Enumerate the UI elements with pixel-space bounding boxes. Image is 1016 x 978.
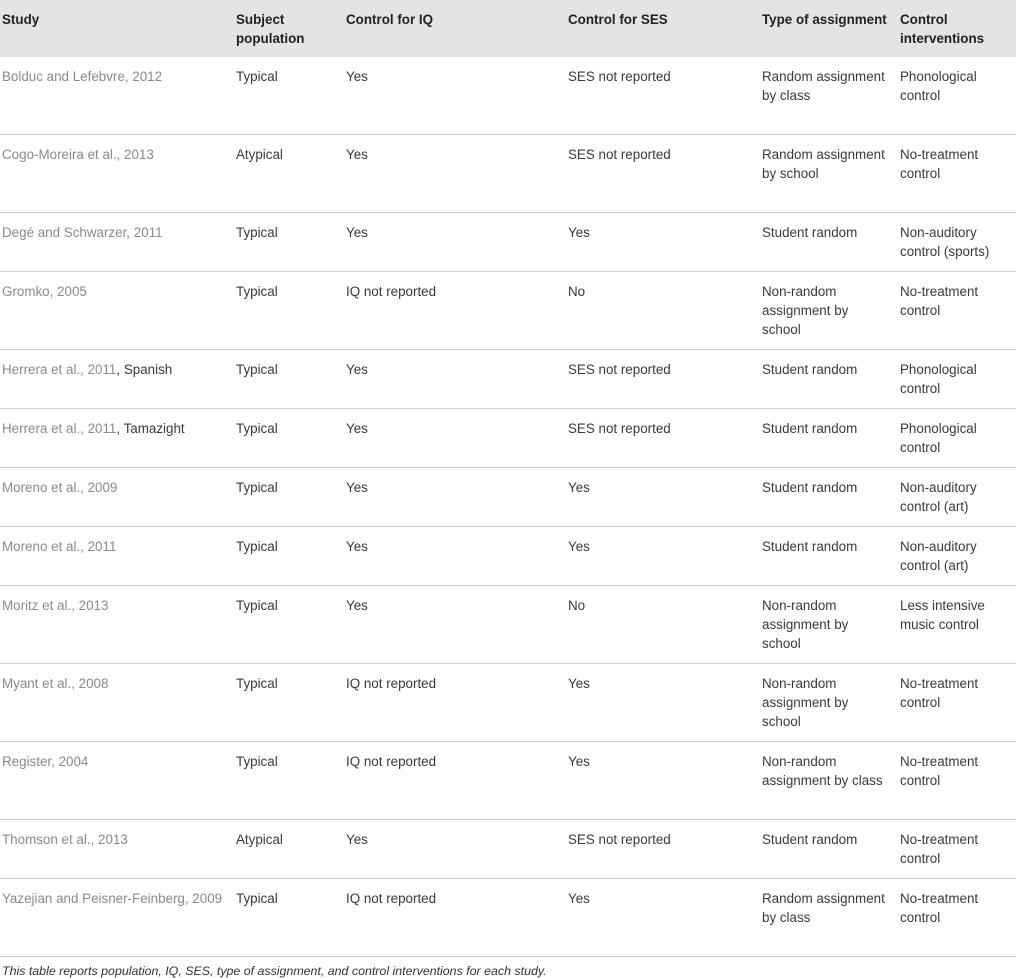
ses-cell: Yes [562,664,756,742]
assignment-cell: Non-random assignment by school [756,664,894,742]
iq-cell: IQ not reported [340,742,562,820]
study-link[interactable]: Myant et al., 2008 [2,676,109,691]
control-cell: No-treatment control [894,879,1016,957]
table-row [0,350,1016,409]
header-subject-population: Subject population [236,12,305,46]
assignment-cell: Student random [756,350,894,409]
iq-cell: Yes [340,57,562,135]
ses-cell: No [562,586,756,664]
ses-cell: SES not reported [562,135,756,213]
study-link[interactable]: Cogo-Moreira et al., 2013 [2,147,154,162]
population-cell: Typical [230,409,340,468]
control-cell: No-treatment control [894,664,1016,742]
study-link[interactable]: Herrera et al., 2011 [2,362,117,377]
study-cell [0,272,230,350]
study-link[interactable]: Bolduc and Lefebvre, 2012 [2,69,163,84]
iq-cell: IQ not reported [340,664,562,742]
assignment-cell: Random assignment by class [756,879,894,957]
study-link[interactable]: Yazejian and Peisner-Feinberg, 2009 [2,891,223,906]
study-cell [0,57,230,135]
population-cell: Typical [230,527,340,586]
ses-cell: Yes [562,468,756,527]
study-cell [0,213,230,272]
control-cell: Phonological control [894,350,1016,409]
study-suffix: , Tamazight [116,421,185,436]
study-link[interactable]: Thomson et al., 2013 [2,832,128,847]
ses-cell: SES not reported [562,820,756,879]
population-cell: Typical [230,57,340,135]
table-row [0,879,1016,957]
assignment-cell: Non-random assignment by school [756,586,894,664]
population-cell: Typical [230,213,340,272]
assignment-cell: Student random [756,409,894,468]
iq-cell: IQ not reported [340,879,562,957]
header-study: Study [2,12,40,27]
iq-cell: Yes [340,213,562,272]
assignment-cell: Non-random assignment by class [756,742,894,820]
header-type-of-assignment: Type of assignment [762,12,887,27]
population-cell: Typical [230,664,340,742]
ses-cell: SES not reported [562,57,756,135]
study-link[interactable]: Herrera et al., 2011 [2,421,117,436]
study-cell [0,879,230,957]
population-cell: Typical [230,879,340,957]
study-cell [0,409,230,468]
population-cell: Typical [230,350,340,409]
assignment-cell: Student random [756,820,894,879]
assignment-cell: Student random [756,468,894,527]
population-cell: Typical [230,586,340,664]
table-body [0,57,1016,957]
table-row [0,468,1016,527]
study-link[interactable]: Moreno et al., 2009 [2,480,118,495]
control-cell: No-treatment control [894,820,1016,879]
iq-cell: Yes [340,135,562,213]
study-cell [0,820,230,879]
assignment-cell: Student random [756,527,894,586]
population-cell: Typical [230,272,340,350]
study-link[interactable]: Moreno et al., 2011 [2,539,117,554]
study-cell [0,527,230,586]
control-cell: No-treatment control [894,272,1016,350]
table-row [0,820,1016,879]
study-cell [0,664,230,742]
study-link[interactable]: Degé and Schwarzer, 2011 [2,225,163,240]
assignment-cell: Random assignment by class [756,57,894,135]
iq-cell: Yes [340,820,562,879]
table-row [0,527,1016,586]
ses-cell: Yes [562,213,756,272]
table-row [0,272,1016,350]
control-cell: Non-auditory control (art) [894,468,1016,527]
population-cell: Atypical [230,135,340,213]
ses-cell: SES not reported [562,409,756,468]
table-row [0,409,1016,468]
table-row [0,213,1016,272]
iq-cell: IQ not reported [340,272,562,350]
ses-cell: Yes [562,742,756,820]
header-control-interventions: Control interventions [900,12,985,46]
control-cell: No-treatment control [894,742,1016,820]
iq-cell: Yes [340,468,562,527]
iq-cell: Yes [340,350,562,409]
table-row [0,586,1016,664]
table-row [0,664,1016,742]
study-cell [0,742,230,820]
assignment-cell: Non-random assignment by school [756,272,894,350]
study-link[interactable]: Gromko, 2005 [2,284,87,299]
control-cell: No-treatment control [894,135,1016,213]
population-cell: Typical [230,468,340,527]
table-row [0,135,1016,213]
ses-cell: No [562,272,756,350]
ses-cell: Yes [562,527,756,586]
iq-cell: Yes [340,527,562,586]
population-cell: Atypical [230,820,340,879]
study-cell [0,350,230,409]
study-link[interactable]: Register, 2004 [2,754,89,769]
table-row [0,57,1016,135]
table-caption: This table reports population, IQ, SES, type of assignment, and control interventions for each study. [2,964,547,978]
iq-cell: Yes [340,409,562,468]
study-cell [0,135,230,213]
iq-cell: Yes [340,586,562,664]
table-row [0,742,1016,820]
control-cell: Less intensive music control [894,586,1016,664]
ses-cell: SES not reported [562,350,756,409]
study-link[interactable]: Moritz et al., 2013 [2,598,109,613]
assignment-cell: Student random [756,213,894,272]
control-cell: Non-auditory control (art) [894,527,1016,586]
ses-cell: Yes [562,879,756,957]
study-suffix: , Spanish [116,362,173,377]
table-header [0,0,1016,57]
header-row [0,0,1016,57]
control-cell: Phonological control [894,57,1016,135]
header-control-for-iq: Control for IQ [346,12,434,27]
assignment-cell: Random assignment by school [756,135,894,213]
header-control-for-ses: Control for SES [568,12,668,27]
control-cell: Phonological control [894,409,1016,468]
study-cell [0,468,230,527]
control-cell: Non-auditory control (sports) [894,213,1016,272]
population-cell: Typical [230,742,340,820]
study-cell [0,586,230,664]
